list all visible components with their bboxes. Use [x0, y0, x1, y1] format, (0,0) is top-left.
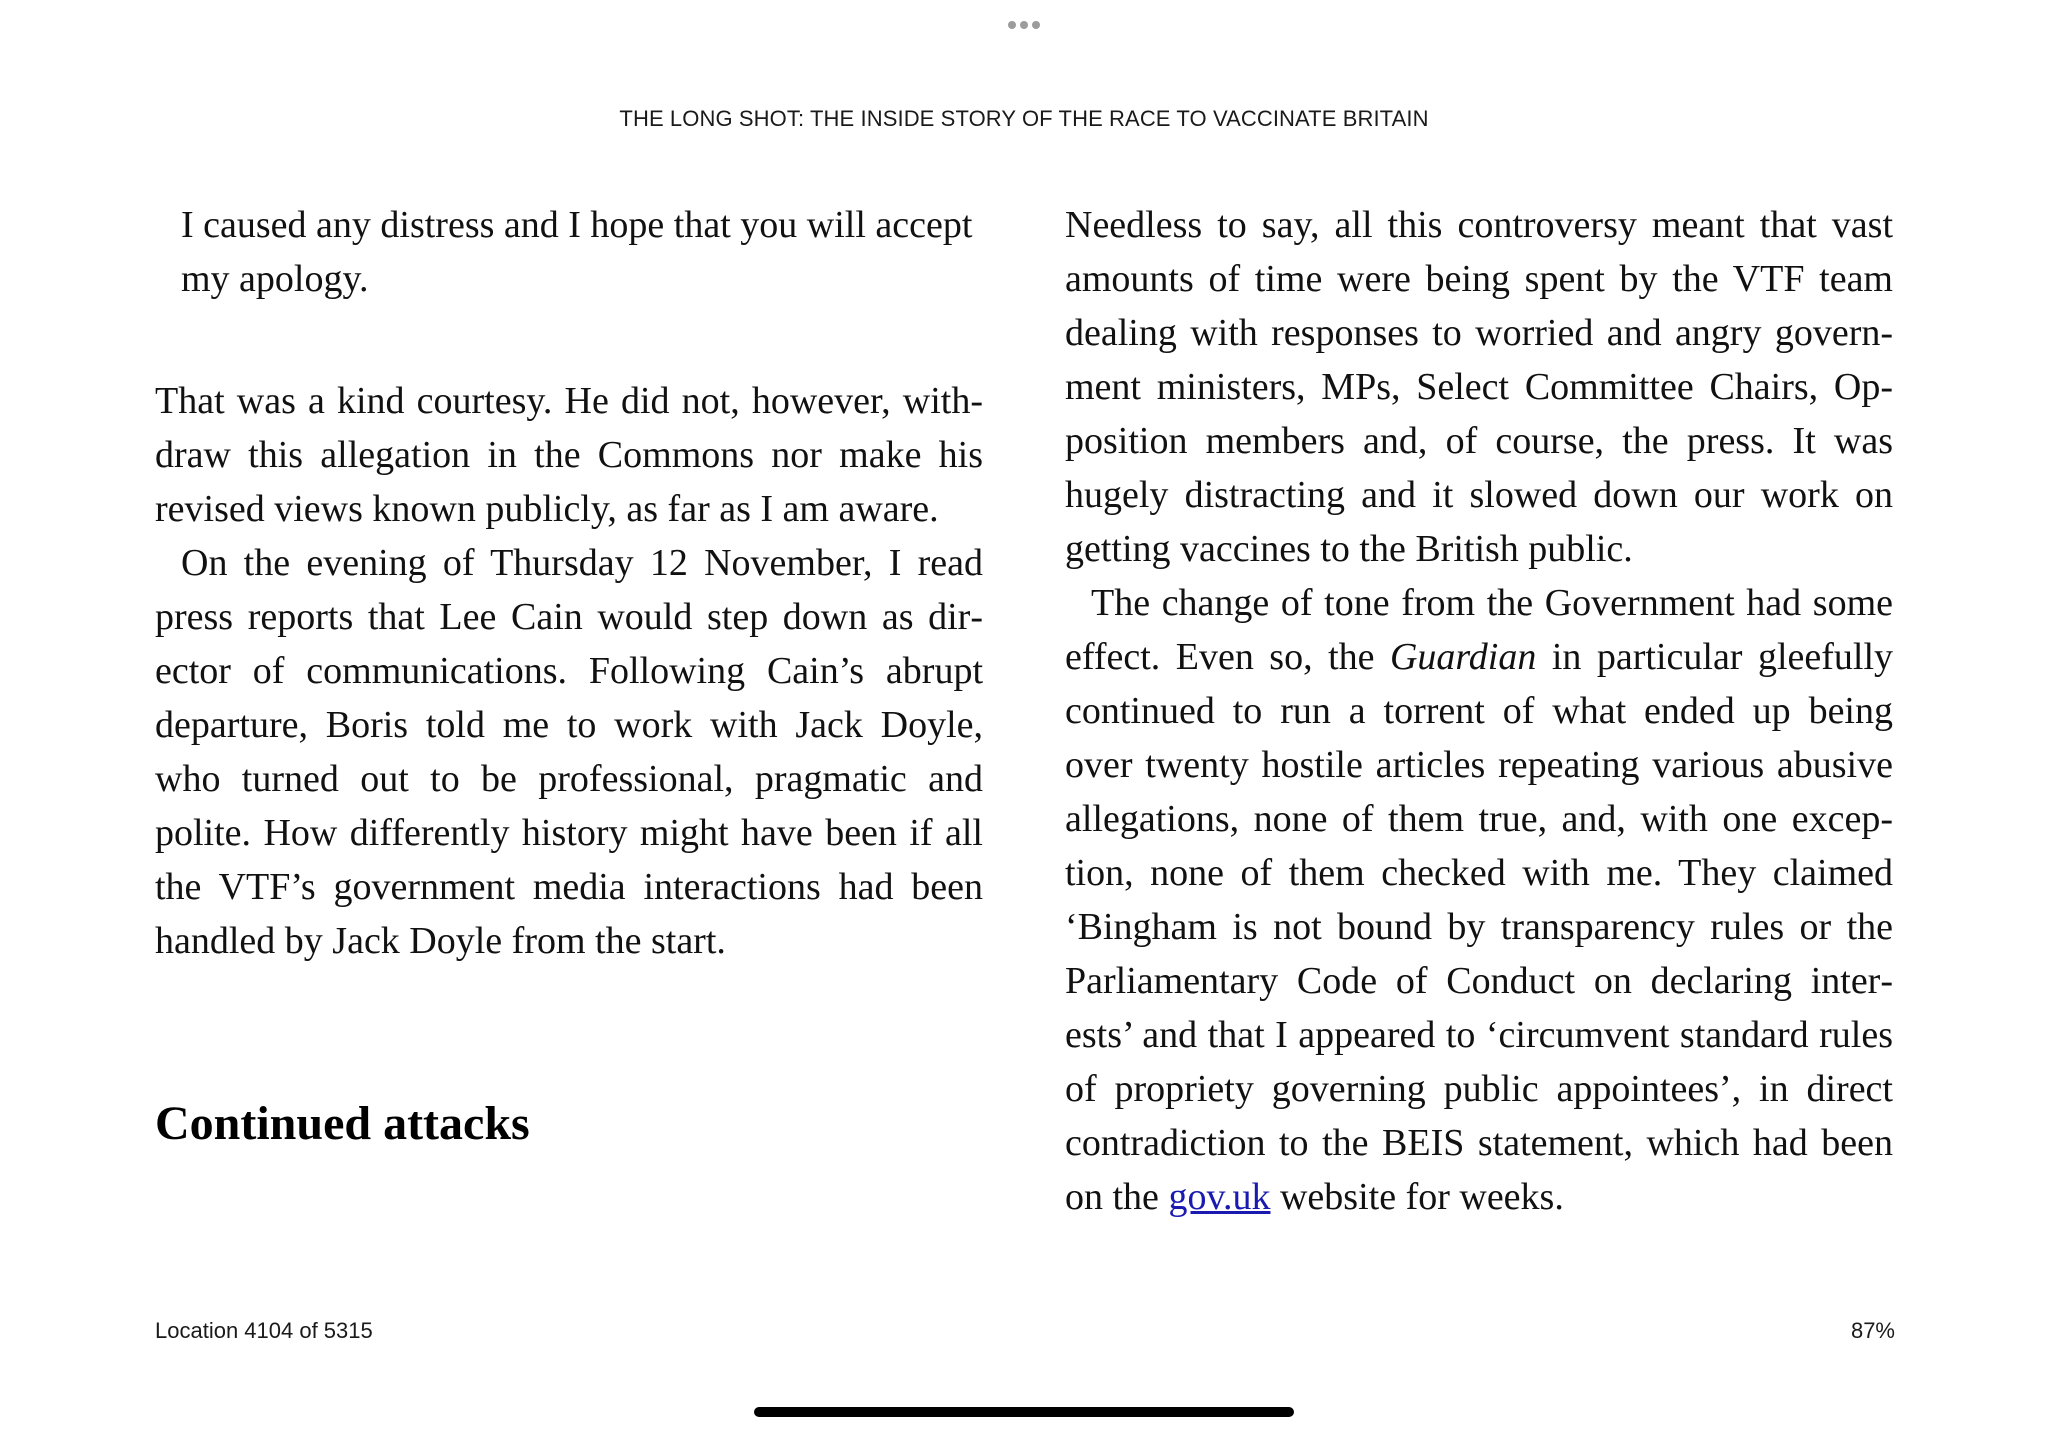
progress-percent: 87% — [1850, 1318, 1895, 1343]
location-indicator[interactable]: Location 4104 of 5315 — [155, 1318, 373, 1343]
ellipsis-icon — [1008, 21, 1016, 29]
home-indicator[interactable] — [754, 1407, 1294, 1417]
paragraph: On the evening of Thursday 12 November, I read press reports that Lee Cain would step down as director of communications. Following Cain’s abrupt departure, Boris told me to work with Jack Doyle, who turned out to be professional, pragmatic and polite. How differently history might have been if all the VTF’s government media interactions had been handled by Jack Doyle from the start. — [155, 542, 983, 962]
quoted-text: I caused any distress and I hope that you will accept my apology. — [181, 204, 973, 300]
gov-uk-link[interactable]: gov.uk — [1168, 1176, 1271, 1218]
paragraph: Needless to say, all this controversy meant that vast amounts of time were being spent by the VTF team dealing with responses to worried and angry government ministers, MPs, Select Committee Chairs, Opposition members and, of course, the press. It was hugely distracting and it slowed down our work on getting vaccines to the British public. — [1065, 204, 1893, 570]
left-page-column — [155, 198, 983, 1154]
right-page-column — [1065, 198, 1893, 1224]
ellipsis-icon — [1032, 21, 1040, 29]
ellipsis-icon — [1020, 21, 1028, 29]
paragraph — [1065, 576, 1893, 1224]
text-run: website for weeks. — [1270, 1176, 1564, 1218]
text-run: The change of tone from the Government had some effect. Even so, the — [1065, 582, 1893, 678]
italic-publication-name: Guardian — [1389, 636, 1537, 678]
section-heading: Continued attacks — [155, 1097, 530, 1150]
paragraph: That was a kind courtesy. He did not, however, withdraw this allegation in the Commons nor make his revised views known publicly, as far as I am aware. — [155, 380, 983, 530]
text-run: in particular gleefully continued to run a torrent of what ended up being over twenty hostile articles repeating various abusive allegations, none of them true, and, with one exception, none of them checked with me. They claimed ‘Bingham is not bound by transparency rules or the Parliamentary Code of Conduct on declaring interests’ and that I appeared to ‘circumvent standard rules of propriety governing public appointees’, in direct contradiction to the BEIS statement, which had been on the — [1065, 636, 1893, 1218]
more-options-icon[interactable] — [0, 16, 2048, 28]
book-title: THE LONG SHOT: THE INSIDE STORY OF THE RACE TO VACCINATE BRITAIN — [619, 106, 1429, 131]
